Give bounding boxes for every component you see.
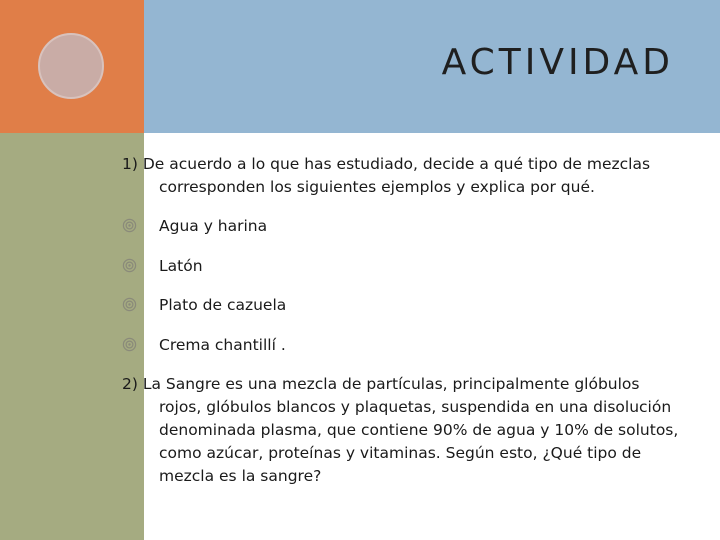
target-bullet-icon [122,258,137,273]
list-item-label: Plato de cazuela [159,296,287,314]
list-item [122,334,682,357]
question-2: 2) La Sangre es una mezcla de partículas, principalmente glóbulos rojos, glóbulos blancos y plaquetas, suspendida en una disolución denominada plasma, que contiene 90% de agua y 10% de solutos, como azúcar, proteínas y vitaminas. Según esto, ¿Qué tipo de mezcla es la sangre? [122,375,679,485]
list-item-label: Latón [159,256,203,275]
example-list [122,215,682,357]
slide-content [122,153,682,488]
slide-title: ACTIVIDAD [441,42,674,83]
target-bullet-icon [122,218,137,233]
list-item [122,215,682,238]
target-bullet-icon [122,297,137,312]
target-bullet-icon [122,337,137,352]
list-item [122,294,682,317]
decorative-circle [38,33,104,99]
question-1: 1) De acuerdo a lo que has estudiado, decide a qué tipo de mezclas corresponden los siguientes ejemplos y explica por qué. [122,155,651,196]
list-item-label: Crema chantillí . [159,335,286,354]
list-item-label: Agua y harina [159,217,268,235]
list-item [122,255,682,278]
